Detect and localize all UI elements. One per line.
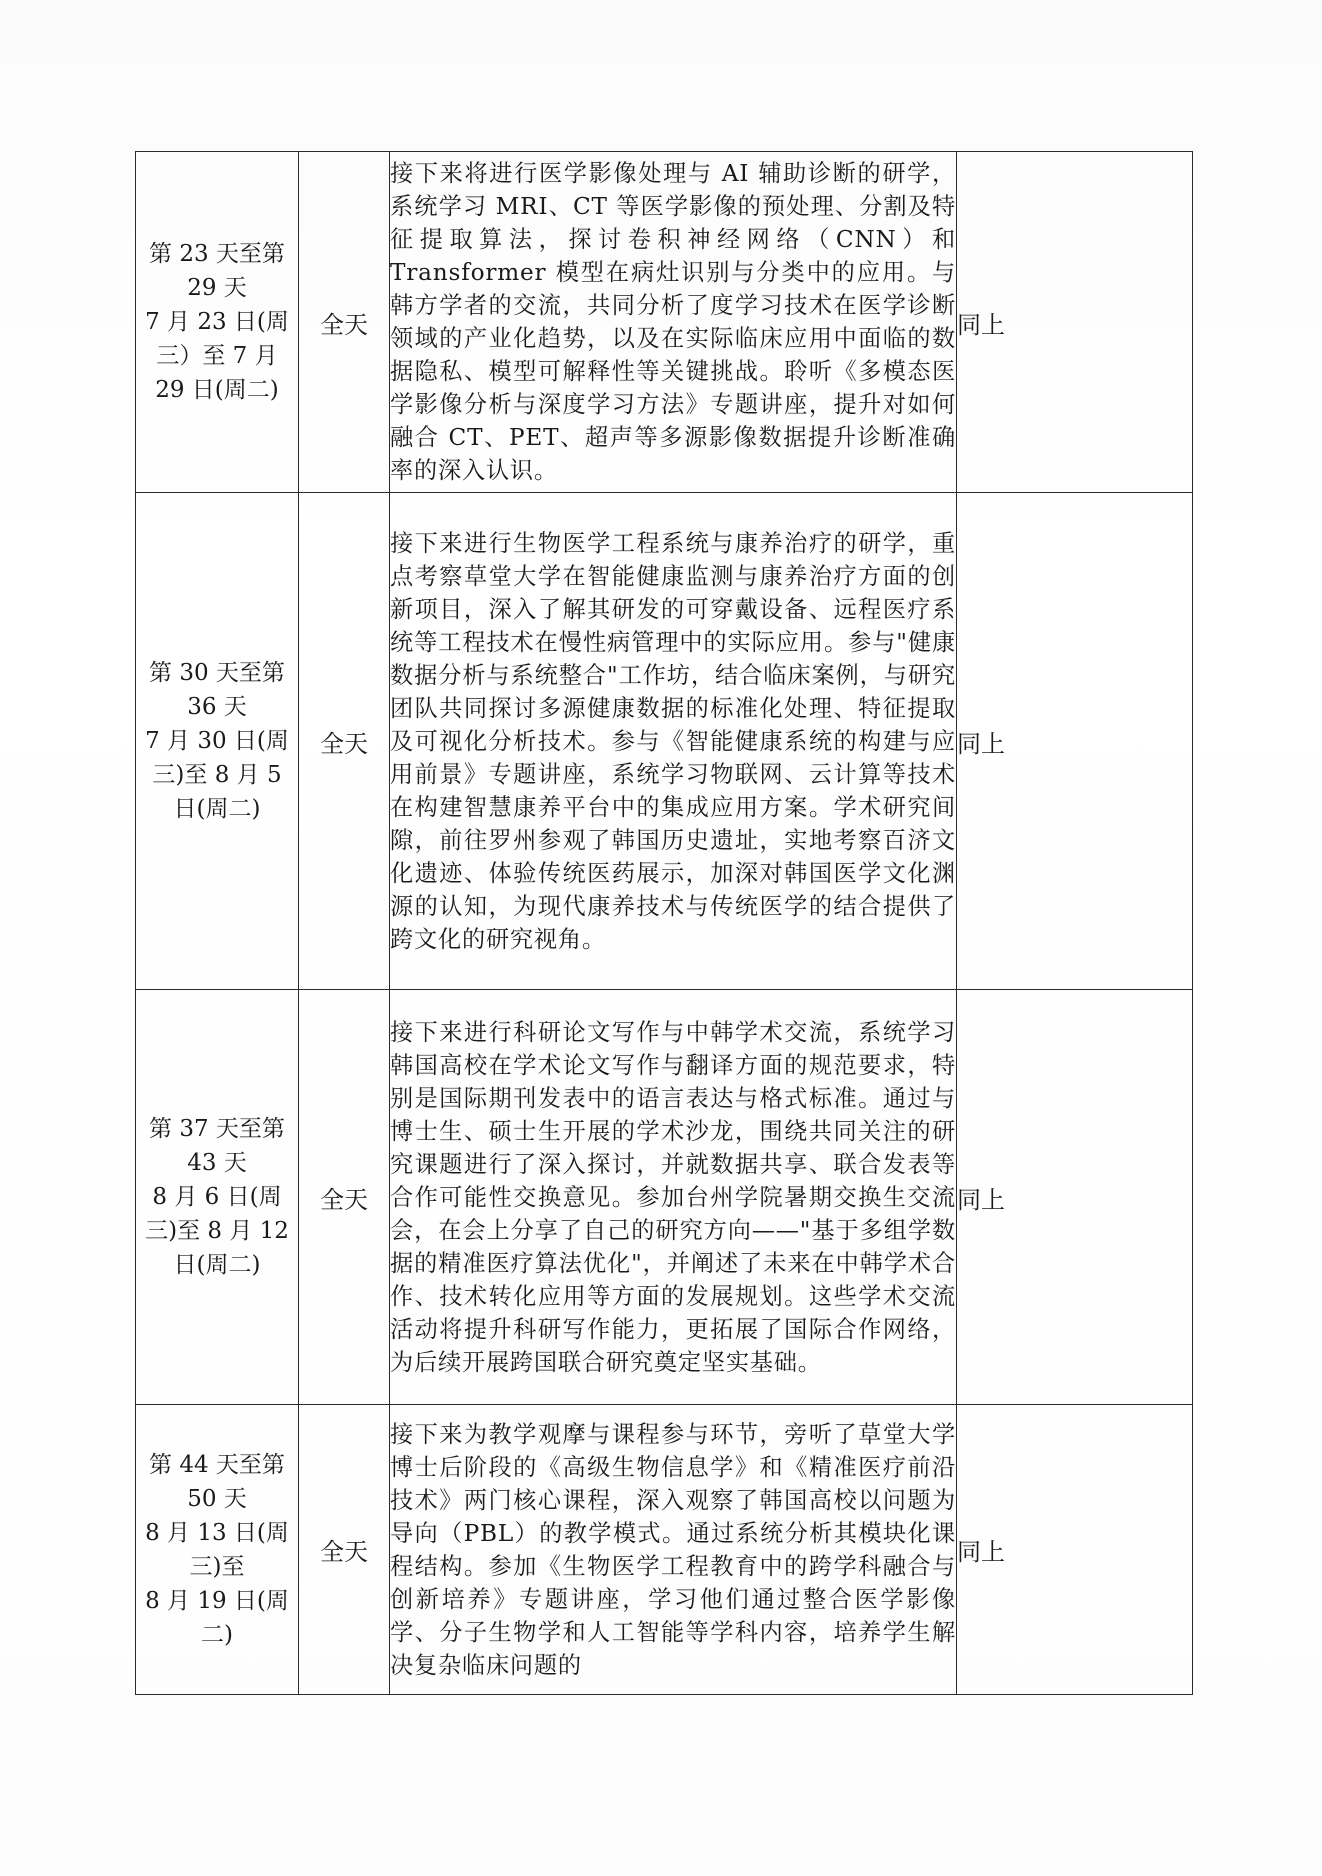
time-cell: 全天: [299, 493, 390, 990]
content-cell: 接下来进行科研论文写作与中韩学术交流，系统学习韩国高校在学术论文写作与翻译方面的规范要求，特别是国际期刊发表中的语言表达与格式标准。通过与博士生、硕士生开展的学术沙龙，围绕共同关注的研究课题进行了深入探讨，并就数据共享、联合发表等合作可能性交换意见。参加台州学院暑期交换生交流会，在会上分享了自己的研究方向——"基于多组学数据的精准医疗算法优化"，并阐述了未来在中韩学术合作、技术转化应用等方面的发展规划。这些学术交流活动将提升科研写作能力，更拓展了国际合作网络，为后续开展跨国联合研究奠定坚实基础。: [390, 990, 957, 1405]
time-cell: 全天: [299, 990, 390, 1405]
time-cell: 全天: [299, 152, 390, 493]
date-line: 8 月 6 日(周: [152, 1184, 282, 1210]
table-row: [136, 990, 1193, 1405]
date-line: 三)至 8 月 5: [152, 762, 282, 788]
date-line: 日(周二): [173, 1252, 261, 1278]
date-line: 7 月 30 日(周: [145, 728, 289, 754]
date-line: 29 天: [187, 275, 247, 301]
date-line: 三)至: [189, 1553, 245, 1580]
date-line: 日(周二): [173, 796, 261, 822]
date-line: 三)至 8 月 12: [145, 1218, 289, 1244]
note-cell: 同上: [957, 152, 1193, 493]
note-cell: 同上: [957, 990, 1193, 1405]
date-cell: [136, 1405, 299, 1695]
content-cell: 接下来将进行医学影像处理与 AI 辅助诊断的研学，系统学习 MRI、CT 等医学影像的预处理、分割及特征提取算法，探讨卷积神经网络（CNN）和 Transformer 模型在病灶识别与分类中的应用。与韩方学者的交流，共同分析了度学习技术在医学诊断领域的产业化趋势，以及在实际临床应用中面临的数据隐私、模型可解释性等关键挑战。聆听《多模态医学影像分析与深度学习方法》专题讲座，提升对如何融合 CT、PET、超声等多源影像数据提升诊断准确率的深入认识。: [390, 152, 957, 493]
date-line: 第 37 天至第: [149, 1116, 285, 1142]
time-cell: 全天: [299, 1405, 390, 1695]
date-cell: [136, 152, 299, 493]
date-line: 第 30 天至第: [149, 660, 285, 686]
content-cell: 接下来为教学观摩与课程参与环节，旁听了草堂大学博士后阶段的《高级生物信息学》和《精准医疗前沿技术》两门核心课程，深入观察了韩国高校以问题为导向（PBL）的教学模式。通过系统分析其模块化课程结构。参加《生物医学工程教育中的跨学科融合与创新培养》专题讲座，学习他们通过整合医学影像学、分子生物学和人工智能等学科内容，培养学生解决复杂临床问题的: [390, 1405, 957, 1695]
date-line: 50 天: [187, 1485, 247, 1512]
date-line: 43 天: [187, 1150, 247, 1176]
date-line: 8 月 19 日(周: [145, 1587, 289, 1614]
date-line: 三）至 7 月: [156, 343, 278, 369]
date-cell: [136, 990, 299, 1405]
schedule-table: [135, 151, 1193, 1695]
date-line: 7 月 23 日(周: [145, 309, 289, 335]
date-line: 29 日(周二): [155, 377, 279, 403]
date-line: 第 44 天至第: [149, 1451, 285, 1478]
date-line: 36 天: [187, 694, 247, 720]
date-line: 二): [201, 1621, 233, 1648]
table-row: [136, 1405, 1193, 1695]
date-cell: [136, 493, 299, 990]
content-cell: 接下来进行生物医学工程系统与康养治疗的研学，重点考察草堂大学在智能健康监测与康养治疗方面的创新项目，深入了解其研发的可穿戴设备、远程医疗系统等工程技术在慢性病管理中的实际应用。参与"健康数据分析与系统整合"工作坊，结合临床案例，与研究团队共同探讨多源健康数据的标准化处理、特征提取及可视化分析技术。参与《智能健康系统的构建与应用前景》专题讲座，系统学习物联网、云计算等技术在构建智慧康养平台中的集成应用方案。学术研究间隙，前往罗州参观了韩国历史遗址，实地考察百济文化遗迹、体验传统医药展示，加深对韩国医学文化渊源的认知，为现代康养技术与传统医学的结合提供了跨文化的研究视角。: [390, 493, 957, 990]
date-line: 第 23 天至第: [149, 241, 285, 267]
date-line: 8 月 13 日(周: [145, 1519, 289, 1546]
table-row: [136, 493, 1193, 990]
note-cell: 同上: [957, 1405, 1193, 1695]
table-row: [136, 152, 1193, 493]
note-cell: 同上: [957, 493, 1193, 990]
